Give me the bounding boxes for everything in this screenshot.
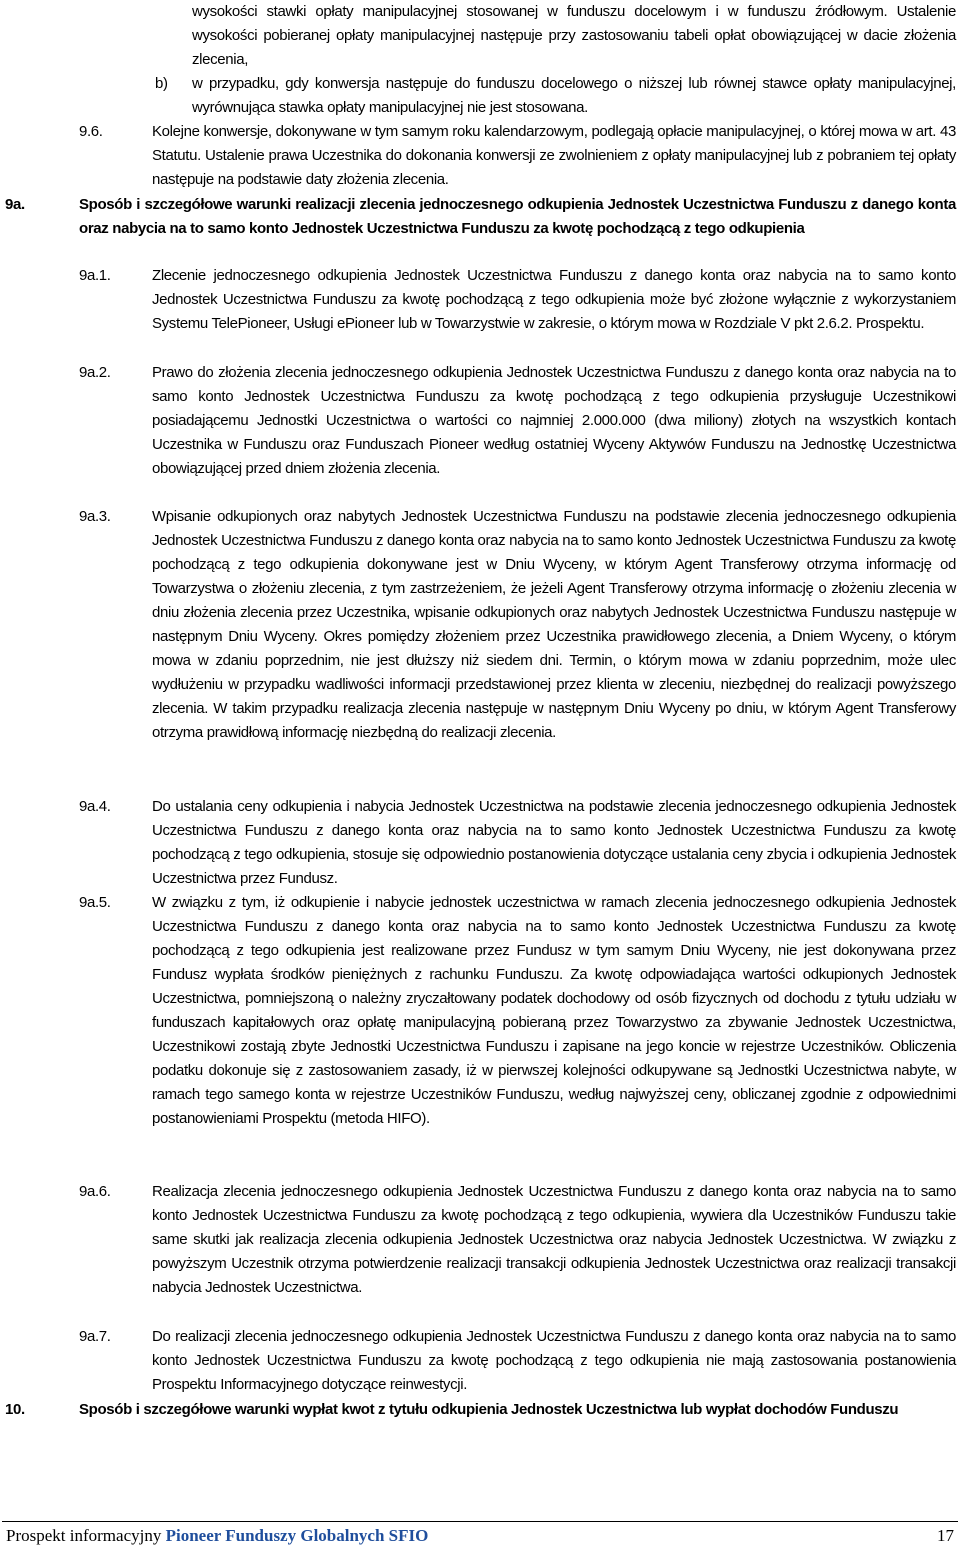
item-9a-1-number: 9a.1. xyxy=(79,267,111,284)
item-9a-6-text: Realizacja zlecenia jednoczesnego odkupienia Jednostek Uczestnictwa Funduszu z danego konta oraz nabycia na to samo konto Jednostek Uczestnictwa Funduszu za kwotę pochodzącą z tego odkupienia, wywiera dla Uczestników Funduszu takie same skutki jak realizacja zlecenia odkupienia Jednostek Uczestnictwa oraz nabycia Jednostek Uczestnictwa. W związku z powyższym Uczestnik otrzyma potwierdzenie realizacji transakcji odkupienia Jednostek Uczestnictwa oraz realizacji transakcji nabycia Jednostek Uczestnictwa. xyxy=(152,1183,956,1296)
item-9-6-text: Kolejne konwersje, dokonywane w tym samym roku kalendarzowym, podlegają opłacie manipulacyjnej, o której mowa w art. 43 Statutu. Ustalenie prawa Uczestnika do dokonania konwersji ze zwolnieniem z opłaty manipulacyjnej lub z pobraniem tej opłaty następuje na podstawie daty złożenia zlecenia. xyxy=(152,123,956,188)
item-9a-2-number: 9a.2. xyxy=(79,364,111,381)
page-footer xyxy=(2,1521,958,1546)
item-9a-7-text: Do realizacji zlecenia jednoczesnego odkupienia Jednostek Uczestnictwa Funduszu z danego konta oraz nabycia na to samo konto Jednostek Uczestnictwa Funduszu za kwotę pochodzącą z tego odkupienia nie mają zastosowania postanowienia Prospektu Informacyjnego dotyczące reinwestycji. xyxy=(152,1328,956,1393)
footer-title xyxy=(6,1524,428,1548)
item-9a-7-number: 9a.7. xyxy=(79,1328,111,1345)
section-10-title: Sposób i szczegółowe warunki wypłat kwot z tytułu odkupienia Jednostek Uczestnictwa lub wypłat dochodów Funduszu xyxy=(79,1401,899,1418)
item-9a-4-number: 9a.4. xyxy=(79,798,111,815)
section-10-number: 10. xyxy=(5,1401,25,1418)
item-9a-3-text: Wpisanie odkupionych oraz nabytych Jednostek Uczestnictwa Funduszu na podstawie zlecenia jednoczesnego odkupienia Jednostek Uczestnictwa Funduszu z danego konta oraz nabycia na to samo konto Jednostek Uczestnictwa Funduszu za kwotę pochodzącą z tego odkupienia dokonywane jest w Dniu Wyceny, w którym Agent Transferowy otrzyma informację od Towarzystwa o złożeniu zlecenia, z tym zastrzeżeniem, że jeżeli Agent Transferowy otrzyma informację o złożeniu zlecenia w dniu złożenia zlecenia przez Uczestnika, wpisanie odkupionych oraz nabytych Jednostek Uczestnictwa Funduszu następuje w następnym Dniu Wyceny. Okres pomiędzy złożeniem przez Uczestnika prawidłowego zlecenia, a Dniem Wyceny, o którym mowa w zdaniu poprzednim, nie jest dłuższy niż siedem dni. Termin, o którym mowa w zdaniu poprzednim, może ulec wydłużeniu w przypadku wadliwości informacji przedstawionej przez klienta w zleceniu, niezbędnej do realizacji powyższego zlecenia. W takim przypadku realizacja zlecenia następuje w następnym Dniu Wyceny po dniu, w którym Agent Transferowy otrzyma prawidłową informację niezbędną do realizacji zlecenia. xyxy=(152,508,956,741)
item-9a-5-number: 9a.5. xyxy=(79,894,111,911)
item-9a-2-text: Prawo do złożenia zlecenia jednoczesnego odkupienia Jednostek Uczestnictwa Funduszu z danego konta oraz nabycia na to samo konto Jednostek Uczestnictwa Funduszu za kwotę pochodzącą z tego odkupienia przysługuje Uczestnikowi posiadającemu Jednostki Uczestnictwa o wartości co najmniej 2.000.000 (dwa miliony) złotych na wszystkich kontach Uczestnika w Funduszu oraz Funduszach Pioneer według ostatniej Wyceny Aktywów Funduszu na Jednostkę Uczestnictwa obowiązującej przed dniem złożenia zlecenia. xyxy=(152,364,956,477)
item-b-marker: b) xyxy=(155,75,168,92)
section-9a-title: Sposób i szczegółowe warunki realizacji zlecenia jednoczesnego odkupienia Jednostek Uczestnictwa Funduszu z danego konta oraz nabycia na to samo konto Jednostek Uczestnictwa Funduszu za kwotę pochodzącą z tego odkupienia xyxy=(79,196,956,237)
item-9a-6-number: 9a.6. xyxy=(79,1183,111,1200)
item-9-6-number: 9.6. xyxy=(79,123,103,140)
section-9a-number: 9a. xyxy=(5,196,25,213)
footer-prefix: Prospekt informacyjny xyxy=(6,1526,166,1545)
item-9a-3-number: 9a.3. xyxy=(79,508,111,525)
page-number: 17 xyxy=(937,1526,954,1545)
item-b-text: w przypadku, gdy konwersja następuje do funduszu docelowego o niższej lub równej stawce opłaty manipulacyjnej, wyrównująca stawka opłaty manipulacyjnej nie jest stosowana. xyxy=(192,75,956,116)
item-9a-1-text: Zlecenie jednoczesnego odkupienia Jednostek Uczestnictwa Funduszu z danego konta oraz nabycia na to samo konto Jednostek Uczestnictwa Funduszu za kwotę pochodzącą z tego odkupienia może być złożone wyłącznie z wykorzystaniem Systemu TelePioneer, Usługi ePioneer lub w Towarzystwie w zakresie, o którym mowa w Rozdziale V pkt 2.6.2. Prospektu. xyxy=(152,267,956,332)
item-9a-4-text: Do ustalania ceny odkupienia i nabycia Jednostek Uczestnictwa na podstawie zlecenia jednoczesnego odkupienia Jednostek Uczestnictwa Funduszu z danego konta oraz nabycia na to samo konto Jednostek Uczestnictwa Funduszu za kwotę pochodzącą z tego odkupienia, stosuje się odpowiednio postanowienia dotyczące ustalania ceny zbycia i odkupienia Jednostek Uczestnictwa przez Fundusz. xyxy=(152,798,956,887)
item-9a-5-text: W związku z tym, iż odkupienie i nabycie jednostek uczestnictwa w ramach zlecenia jednoczesnego odkupienia Jednostek Uczestnictwa Funduszu z danego konta oraz nabycia na to samo konto Jednostek Uczestnictwa Funduszu za kwotę pochodzącą z tego odkupienia jest realizowane przez Fundusz w tym samym Dniu Wyceny, nie jest dokonywana przez Fundusz wypłata środków pieniężnych z rachunku Funduszu. Za kwotę odpowiadająca wartości odkupionych Jednostek Uczestnictwa, pomniejszoną o należny zryczałtowany podatek dochodowy od osób fizycznych od dochodu z tytułu udziału w funduszach kapitałowych oraz opłatę manipulacyjną pobieraną przez Towarzystwo za zbywanie Jednostek Uczestnictwa, Uczestnikowi zostają zbyte Jednostki Uczestnictwa Funduszu i zapisane na jego koncie w rejestrze Uczestników. Obliczenia podatku dokonuje się z zastosowaniem zasady, iż w pierwszej kolejności odkupywane są Jednostki Uczestnictwa nabyte, w ramach tego samego konta w rejestrze Uczestników Funduszu, według najwyższej ceny, obliczanej zgodnie z odpowiednimi postanowieniami Prospektu (metoda HIFO). xyxy=(152,894,956,1127)
footer-brand: Pioneer Funduszy Globalnych SFIO xyxy=(165,1526,429,1545)
item-a-continuation: wysokości stawki opłaty manipulacyjnej stosowanej w funduszu docelowym i w funduszu źródłowym. Ustalenie wysokości pobieranej opłaty manipulacyjnej następuje przy zastosowaniu tabeli opłat obowiązującej w dacie złożenia zlecenia, xyxy=(192,3,956,68)
